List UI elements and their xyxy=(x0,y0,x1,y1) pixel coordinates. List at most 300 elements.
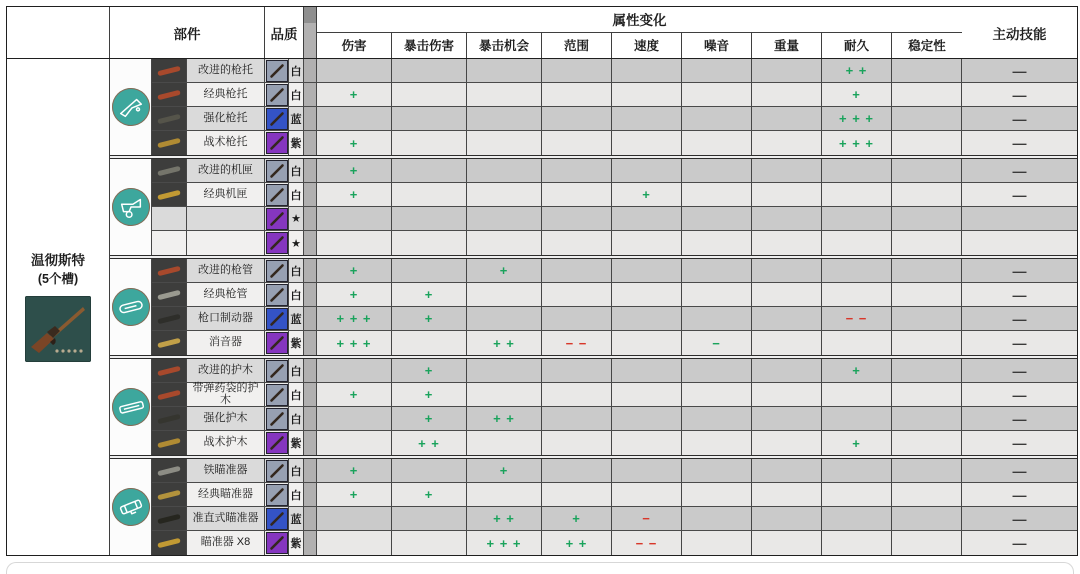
effect-cell xyxy=(392,531,467,555)
effect-cell: + xyxy=(392,283,467,306)
effect-cell: − − xyxy=(612,531,682,555)
effect-cell xyxy=(317,407,392,430)
effect-cell xyxy=(682,59,752,82)
effect-cell: + + xyxy=(822,59,892,82)
part-row xyxy=(152,207,1077,231)
divider-column xyxy=(304,431,317,455)
effect-cell: − xyxy=(682,331,752,355)
effect-cell xyxy=(392,83,467,106)
quality-label: 紫 xyxy=(289,531,304,555)
effect-cell xyxy=(752,507,822,530)
effect-cell xyxy=(542,159,612,182)
effect-cell xyxy=(752,231,822,255)
effect-cell xyxy=(892,283,962,306)
weapon-parts-table xyxy=(6,6,1078,556)
effect-cell xyxy=(467,159,542,182)
effect-cell xyxy=(822,183,892,206)
part-name: 强化护木 xyxy=(187,407,265,430)
effect-cell xyxy=(822,531,892,555)
winchester-rifle-image xyxy=(25,296,91,362)
effect-cell: + xyxy=(612,183,682,206)
effect-cell xyxy=(392,459,467,482)
effect-cell xyxy=(612,131,682,155)
effect-cell: + + + xyxy=(317,307,392,330)
quality-label: ★ xyxy=(289,231,304,255)
effect-cell xyxy=(892,507,962,530)
divider-column xyxy=(304,359,317,382)
part-name: 改进的枪管 xyxy=(187,259,265,282)
quality-thumbnail xyxy=(265,107,289,130)
quality-label: 紫 xyxy=(289,331,304,355)
effect-cell xyxy=(392,231,467,255)
effect-cell xyxy=(542,283,612,306)
part-row xyxy=(152,483,1077,507)
part-row xyxy=(152,107,1077,131)
part-row xyxy=(152,231,1077,255)
effect-cell xyxy=(317,507,392,530)
effect-cell xyxy=(542,207,612,230)
weapon-panel xyxy=(7,59,110,555)
effect-cell xyxy=(612,231,682,255)
effect-cell xyxy=(467,383,542,406)
effect-cell: + xyxy=(317,183,392,206)
quality-thumbnail xyxy=(265,483,289,506)
divider-column xyxy=(304,131,317,155)
effect-cell xyxy=(752,183,822,206)
effect-cell xyxy=(752,483,822,506)
part-row xyxy=(152,531,1077,555)
effect-cell xyxy=(612,331,682,355)
effect-cell: + xyxy=(392,483,467,506)
effect-cell xyxy=(317,231,392,255)
part-name: 经典瞄准器 xyxy=(187,483,265,506)
divider-column xyxy=(304,259,317,282)
effect-cell: + xyxy=(317,131,392,155)
effect-cell xyxy=(612,207,682,230)
part-row xyxy=(152,407,1077,431)
effect-cell: + + + xyxy=(317,331,392,355)
handguard-part-icon xyxy=(152,383,187,406)
divider-column xyxy=(304,483,317,506)
effect-cell xyxy=(542,431,612,455)
attr-subheaders xyxy=(317,33,962,58)
handguard-part-icon xyxy=(152,407,187,430)
effect-cell xyxy=(822,331,892,355)
quality-label: 白 xyxy=(289,407,304,430)
active-skill-cell: — xyxy=(962,283,1077,306)
effect-cell xyxy=(467,207,542,230)
quality-thumbnail xyxy=(265,59,289,82)
effect-cell xyxy=(542,483,612,506)
effect-cell: + xyxy=(392,359,467,382)
effect-cell xyxy=(892,231,962,255)
quality-thumbnail xyxy=(265,83,289,106)
effect-cell: − − xyxy=(542,331,612,355)
effect-cell: + xyxy=(317,83,392,106)
active-skill-cell: — xyxy=(962,431,1077,455)
part-row xyxy=(152,159,1077,183)
active-skill-cell: — xyxy=(962,259,1077,282)
effect-cell xyxy=(682,459,752,482)
part-name xyxy=(187,231,265,255)
part-name: 消音器 xyxy=(187,331,265,355)
attributes-header-block xyxy=(317,7,962,58)
stock-slot-icon xyxy=(110,59,152,155)
effect-cell xyxy=(612,307,682,330)
effect-cell xyxy=(822,231,892,255)
active-skill-cell xyxy=(962,231,1077,255)
active-skill-header: 主动技能 xyxy=(962,7,1077,58)
effect-cell: + xyxy=(467,259,542,282)
attr-header-noise: 噪音 xyxy=(682,33,752,58)
effect-cell xyxy=(892,483,962,506)
part-row xyxy=(152,259,1077,283)
quality-header: 品质 xyxy=(265,7,304,58)
quality-label: 紫 xyxy=(289,431,304,455)
effect-cell xyxy=(752,259,822,282)
effect-cell xyxy=(682,431,752,455)
quality-label: 蓝 xyxy=(289,307,304,330)
quality-label: 蓝 xyxy=(289,107,304,130)
active-skill-cell: — xyxy=(962,407,1077,430)
effect-cell xyxy=(892,159,962,182)
quality-thumbnail xyxy=(265,531,289,555)
groups xyxy=(110,59,1077,555)
active-skill-cell: — xyxy=(962,183,1077,206)
part-name: 枪口制动器 xyxy=(187,307,265,330)
effect-cell: + + + xyxy=(467,531,542,555)
table-body xyxy=(7,59,1077,555)
effect-cell xyxy=(612,359,682,382)
quality-thumbnail xyxy=(265,207,289,230)
effect-cell xyxy=(467,83,542,106)
quality-label: 白 xyxy=(289,159,304,182)
effect-cell xyxy=(682,183,752,206)
quality-thumbnail xyxy=(265,283,289,306)
effect-cell: + xyxy=(317,259,392,282)
part-name: 准直式瞄准器 xyxy=(187,507,265,530)
effect-cell xyxy=(752,407,822,430)
slot-group xyxy=(110,59,1077,155)
effect-cell xyxy=(612,383,682,406)
divider-column xyxy=(304,459,317,482)
effect-cell: + + xyxy=(467,331,542,355)
effect-cell xyxy=(682,159,752,182)
effect-cell xyxy=(467,483,542,506)
part-name: 铁瞄准器 xyxy=(187,459,265,482)
effect-cell xyxy=(612,459,682,482)
effect-cell xyxy=(892,359,962,382)
quality-thumbnail xyxy=(265,459,289,482)
effect-cell: + xyxy=(317,283,392,306)
effect-cell xyxy=(892,83,962,106)
divider-column xyxy=(304,107,317,130)
active-skill-cell: — xyxy=(962,307,1077,330)
effect-cell xyxy=(392,159,467,182)
barrel-part-icon xyxy=(152,259,187,282)
effect-cell xyxy=(822,483,892,506)
effect-cell xyxy=(612,159,682,182)
scope-x8-part-icon xyxy=(152,531,187,555)
parts-header: 部件 xyxy=(110,7,265,58)
effect-cell xyxy=(752,359,822,382)
quality-thumbnail xyxy=(265,431,289,455)
effect-cell: + xyxy=(392,383,467,406)
slot-group xyxy=(110,159,1077,255)
effect-cell xyxy=(752,331,822,355)
quality-label: 白 xyxy=(289,483,304,506)
quality-thumbnail xyxy=(265,131,289,155)
effect-cell xyxy=(752,207,822,230)
effect-cell: + xyxy=(392,407,467,430)
quality-label: 白 xyxy=(289,359,304,382)
effect-cell xyxy=(892,383,962,406)
effect-cell xyxy=(752,59,822,82)
effect-cell xyxy=(682,307,752,330)
effect-cell xyxy=(317,359,392,382)
effect-cell xyxy=(317,59,392,82)
quality-thumbnail xyxy=(265,359,289,382)
weapon-name: 温彻斯特 xyxy=(31,253,85,269)
effect-cell: + xyxy=(822,359,892,382)
divider-column xyxy=(304,59,317,82)
effect-cell: + xyxy=(392,307,467,330)
part-row xyxy=(152,131,1077,155)
quality-label: 白 xyxy=(289,259,304,282)
effect-cell xyxy=(542,59,612,82)
active-skill-cell: — xyxy=(962,483,1077,506)
weapon-slot-count: (5个槽) xyxy=(37,271,79,286)
divider-column xyxy=(304,283,317,306)
receiver-part-icon xyxy=(152,159,187,182)
effect-cell: + + + xyxy=(822,107,892,130)
effect-cell xyxy=(752,307,822,330)
effect-cell xyxy=(752,131,822,155)
handguard-part-icon xyxy=(152,359,187,382)
effect-cell: + xyxy=(317,159,392,182)
quality-label: 白 xyxy=(289,183,304,206)
effect-cell xyxy=(892,131,962,155)
effect-cell xyxy=(467,183,542,206)
part-row xyxy=(152,307,1077,331)
effect-cell xyxy=(752,283,822,306)
quality-thumbnail xyxy=(265,407,289,430)
divider-column xyxy=(304,307,317,330)
effect-cell xyxy=(542,183,612,206)
effect-cell xyxy=(467,283,542,306)
part-name: 经典机匣 xyxy=(187,183,265,206)
stock-part-icon xyxy=(152,107,187,130)
part-icon-empty xyxy=(152,231,187,255)
quality-thumbnail xyxy=(265,383,289,406)
effect-cell xyxy=(892,459,962,482)
part-row xyxy=(152,383,1077,407)
active-skill-cell: — xyxy=(962,383,1077,406)
effect-cell xyxy=(542,131,612,155)
part-name xyxy=(187,207,265,230)
part-name: 强化枪托 xyxy=(187,107,265,130)
effect-cell xyxy=(682,131,752,155)
quality-label: 白 xyxy=(289,59,304,82)
effect-cell xyxy=(612,107,682,130)
sight-slot-icon xyxy=(110,459,152,555)
part-row xyxy=(152,459,1077,483)
effect-cell xyxy=(317,107,392,130)
effect-cell xyxy=(612,259,682,282)
effect-cell xyxy=(612,407,682,430)
collimator-sight-part-icon xyxy=(152,507,187,530)
part-name: 改进的枪托 xyxy=(187,59,265,82)
active-skill-cell xyxy=(962,207,1077,230)
effect-cell xyxy=(542,107,612,130)
divider-column xyxy=(304,207,317,230)
divider-column xyxy=(304,407,317,430)
effect-cell xyxy=(752,83,822,106)
effect-cell xyxy=(542,383,612,406)
effect-cell xyxy=(752,431,822,455)
effect-cell xyxy=(822,459,892,482)
effect-cell xyxy=(542,359,612,382)
divider-column xyxy=(304,507,317,530)
effect-cell xyxy=(612,483,682,506)
effect-cell xyxy=(682,483,752,506)
effect-cell xyxy=(892,107,962,130)
slot-group xyxy=(110,359,1077,455)
iron-sight-part-icon xyxy=(152,459,187,482)
attr-header-crit-damage: 暴击伤害 xyxy=(392,33,467,58)
effect-cell xyxy=(892,531,962,555)
attr-header-range: 范围 xyxy=(542,33,612,58)
divider-column xyxy=(304,159,317,182)
muzzle-brake-part-icon xyxy=(152,307,187,330)
receiver-part-icon xyxy=(152,183,187,206)
effect-cell xyxy=(892,331,962,355)
part-name: 经典枪托 xyxy=(187,83,265,106)
effect-cell xyxy=(392,183,467,206)
effect-cell xyxy=(317,531,392,555)
effect-cell xyxy=(682,531,752,555)
table-header xyxy=(7,7,1077,59)
part-row xyxy=(152,359,1077,383)
stock-part-icon xyxy=(152,131,187,155)
effect-cell xyxy=(467,59,542,82)
divider-column xyxy=(304,183,317,206)
effect-cell xyxy=(682,259,752,282)
effect-cell xyxy=(467,107,542,130)
effect-cell xyxy=(682,359,752,382)
bottom-card-edge xyxy=(6,562,1074,574)
quality-thumbnail xyxy=(265,231,289,255)
attr-header-weight: 重量 xyxy=(752,33,822,58)
effect-cell xyxy=(392,331,467,355)
effect-cell xyxy=(682,231,752,255)
effect-cell xyxy=(317,431,392,455)
attr-header-damage: 伤害 xyxy=(317,33,392,58)
quality-label: 蓝 xyxy=(289,507,304,530)
effect-cell xyxy=(392,59,467,82)
effect-cell xyxy=(892,59,962,82)
handguard-part-icon xyxy=(152,431,187,455)
part-icon-empty xyxy=(152,207,187,230)
quality-label: 白 xyxy=(289,283,304,306)
stock-part-icon xyxy=(152,59,187,82)
effect-cell xyxy=(822,207,892,230)
slot-group xyxy=(110,459,1077,555)
receiver-slot-icon xyxy=(110,159,152,255)
active-skill-cell: — xyxy=(962,159,1077,182)
effect-cell xyxy=(682,107,752,130)
active-skill-cell: — xyxy=(962,507,1077,530)
part-name: 带弹药袋的护木 xyxy=(187,383,265,406)
effect-cell xyxy=(542,259,612,282)
effect-cell xyxy=(542,83,612,106)
effect-cell: − xyxy=(612,507,682,530)
part-name: 战术护木 xyxy=(187,431,265,455)
part-row xyxy=(152,507,1077,531)
quality-thumbnail xyxy=(265,331,289,355)
active-skill-cell: — xyxy=(962,83,1077,106)
effect-cell: + xyxy=(467,459,542,482)
effect-cell xyxy=(467,131,542,155)
effect-cell xyxy=(612,431,682,455)
active-skill-cell: — xyxy=(962,107,1077,130)
effect-cell: + + xyxy=(467,407,542,430)
effect-cell: − − xyxy=(822,307,892,330)
quality-label: 紫 xyxy=(289,131,304,155)
divider-column xyxy=(304,83,317,106)
effect-cell xyxy=(392,259,467,282)
effect-cell xyxy=(682,507,752,530)
attr-change-header: 属性变化 xyxy=(317,7,962,33)
effect-cell: + xyxy=(317,383,392,406)
effect-cell xyxy=(392,207,467,230)
effect-cell xyxy=(892,183,962,206)
part-row xyxy=(152,83,1077,107)
quality-thumbnail xyxy=(265,259,289,282)
effect-cell xyxy=(467,307,542,330)
barrel-part-icon xyxy=(152,283,187,306)
effect-cell xyxy=(892,307,962,330)
part-row xyxy=(152,183,1077,207)
effect-cell xyxy=(612,83,682,106)
effect-cell xyxy=(612,283,682,306)
quality-thumbnail xyxy=(265,507,289,530)
effect-cell xyxy=(392,507,467,530)
quality-thumbnail xyxy=(265,159,289,182)
effect-cell xyxy=(892,407,962,430)
effect-cell: + xyxy=(542,507,612,530)
effect-cell xyxy=(542,307,612,330)
active-skill-cell: — xyxy=(962,531,1077,555)
active-skill-cell: — xyxy=(962,331,1077,355)
effect-cell: + + + xyxy=(822,131,892,155)
effect-cell xyxy=(822,507,892,530)
part-name: 经典枪管 xyxy=(187,283,265,306)
effect-cell xyxy=(752,531,822,555)
effect-cell xyxy=(752,159,822,182)
attr-header-speed: 速度 xyxy=(612,33,682,58)
effect-cell xyxy=(682,283,752,306)
effect-cell xyxy=(682,383,752,406)
quality-label: 白 xyxy=(289,383,304,406)
corner-cell xyxy=(7,7,110,58)
effect-cell xyxy=(822,159,892,182)
effect-cell xyxy=(317,207,392,230)
slot-group xyxy=(110,259,1077,355)
effect-cell: + + xyxy=(542,531,612,555)
part-name: 战术枪托 xyxy=(187,131,265,155)
effect-cell xyxy=(752,459,822,482)
